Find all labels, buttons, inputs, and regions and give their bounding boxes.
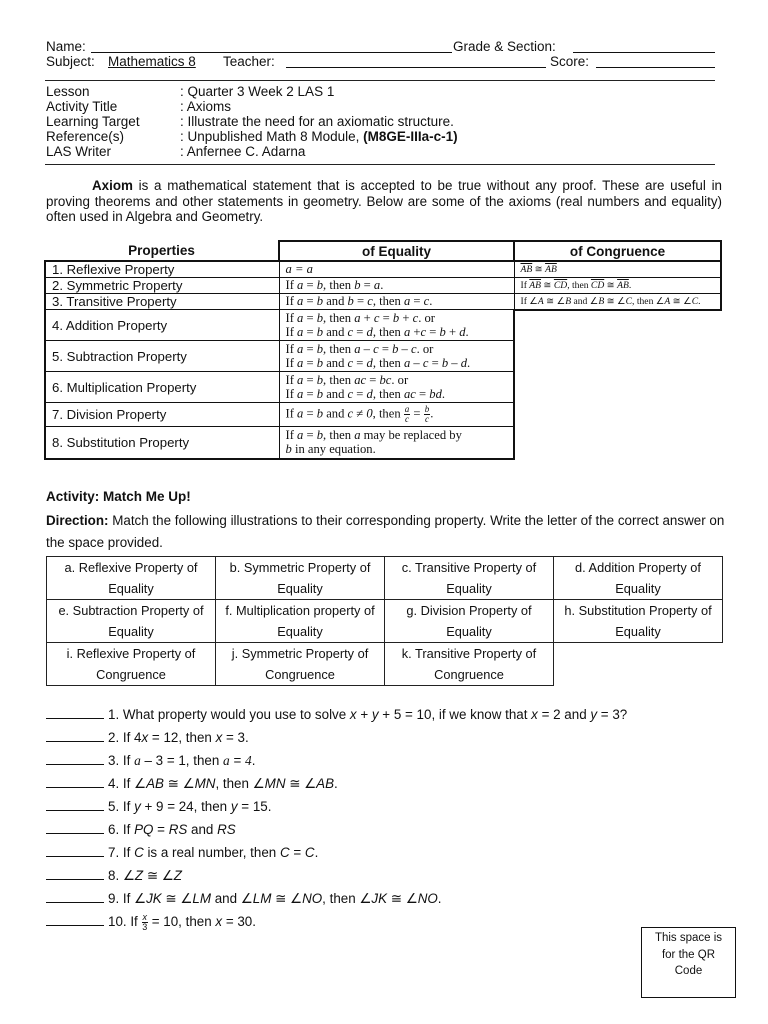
question-item: [46, 842, 627, 865]
question-item: [46, 750, 627, 773]
meta-value: : Anfernee C. Adarna: [180, 144, 306, 159]
empty-cell: [514, 341, 721, 372]
header-properties: Properties: [128, 243, 195, 258]
answer-blank[interactable]: [46, 842, 104, 857]
equality-cell: If a = b, then a + c = b + c. or If a = b and c = d, then a +c = b + d.: [279, 310, 514, 341]
empty-cell: [514, 310, 721, 341]
question-item: [46, 773, 627, 796]
congruence-cell: If ∠A ≅ ∠B and ∠B ≅ ∠C, then ∠A ≅ ∠C.: [514, 294, 721, 310]
meta-key: Reference(s): [46, 129, 125, 144]
answer-blank[interactable]: [46, 773, 104, 788]
choice-cell: a. Reflexive Property of Equality: [47, 557, 216, 600]
question-text: 8. ∠Z ≅ ∠Z: [108, 868, 182, 883]
question-list: [46, 704, 627, 934]
score-field[interactable]: [596, 67, 715, 68]
question-item: [46, 727, 627, 750]
answer-blank[interactable]: [46, 727, 104, 742]
divider-bottom: [45, 164, 715, 165]
property-name: 5. Subtraction Property: [45, 341, 279, 372]
meta-value: : Illustrate the need for an axiomatic structure.: [180, 114, 454, 129]
equality-cell: If a = b, then ac = bc. or If a = b and c = d, then ac = bd.: [279, 372, 514, 403]
subject-value: Mathematics 8: [108, 54, 196, 69]
question-text: 2. If 4x = 12, then x = 3.: [108, 730, 249, 745]
property-name: 2. Symmetric Property: [45, 278, 279, 294]
reference-text: : Unpublished Math 8 Module,: [180, 129, 360, 144]
header-equality: of Equality: [279, 241, 514, 261]
name-field[interactable]: [91, 52, 452, 53]
answer-blank[interactable]: [46, 819, 104, 834]
teacher-label: Teacher:: [223, 54, 275, 69]
property-name: 1. Reflexive Property: [45, 261, 279, 278]
grade-field[interactable]: [573, 52, 715, 53]
answer-blank[interactable]: [46, 911, 104, 926]
answer-blank[interactable]: [46, 750, 104, 765]
intro-text: is a mathematical statement that is accepted to be true without any proof. These are useful in proving theorems and other statements in geometry. Below are some of the axioms (real numbers and equality) often used in Algebra and Geometry.: [46, 178, 722, 225]
choice-cell: h. Substitution Property of Equality: [554, 600, 723, 643]
teacher-field[interactable]: [286, 67, 546, 68]
grade-label: Grade & Section:: [453, 39, 556, 54]
choice-cell: f. Multiplication property of Equality: [216, 600, 385, 643]
choice-cell-empty: [554, 643, 723, 686]
question-text: 10. If $\frac{x}{3}$ = 10, then x = 30.: [108, 911, 256, 932]
activity-title: Activity: Match Me Up!: [46, 489, 191, 504]
empty-cell: [514, 403, 721, 427]
question-text: 5. If y + 9 = 24, then y = 15.: [108, 799, 272, 814]
question-text: 4. If ∠AB ≅ ∠MN, then ∠MN ≅ ∠AB.: [108, 776, 338, 791]
question-item: [46, 704, 627, 727]
equality-cell: If a = b and c ≠ 0, then $\frac{a}{c}$ = $\frac{b}{c}$ .: [279, 403, 514, 427]
congruence-cell: $\overline{AB}$ ≅ $\overline{AB}$: [514, 261, 721, 278]
question-text: 7. If C is a real number, then C = C.: [108, 845, 319, 860]
answer-blank[interactable]: [46, 796, 104, 811]
intro-paragraph: [46, 178, 722, 225]
equality-cell: If a = b, then a – c = b – c. or If a = b and c = d, then a – c = b – d.: [279, 341, 514, 372]
property-name: 6. Multiplication Property: [45, 372, 279, 403]
choice-cell: k. Transitive Property of Congruence: [385, 643, 554, 686]
property-name: 8. Substitution Property: [45, 427, 279, 459]
qr-code-placeholder: [641, 927, 736, 998]
question-text: 6. If PQ = RS and RS: [108, 822, 236, 837]
meta-key: Lesson: [46, 84, 90, 99]
answer-blank[interactable]: [46, 704, 104, 719]
axiom-term: Axiom: [92, 178, 133, 193]
property-name: 4. Addition Property: [45, 310, 279, 341]
question-text: 9. If ∠JK ≅ ∠LM and ∠LM ≅ ∠NO, then ∠JK ≅ ∠NO.: [108, 891, 442, 906]
choice-cell: i. Reflexive Property of Congruence: [47, 643, 216, 686]
axioms-table: [44, 240, 722, 460]
meta-value: : Axioms: [180, 99, 232, 114]
congruence-cell: If $\overline{AB}$ ≅ $\overline{CD}$, then $\overline{CD}$ ≅ $\overline{AB}$.: [514, 278, 721, 294]
equality-cell: If a = b, then a may be replaced by b in any equation.: [279, 427, 514, 459]
direction-text: [46, 510, 726, 554]
answer-blank[interactable]: [46, 888, 104, 903]
direction-body: Match the following illustrations to their corresponding property. Write the letter of the correct answer on the space provided.: [46, 513, 725, 550]
meta-key: Learning Target: [46, 114, 140, 129]
choice-cell: d. Addition Property of Equality: [554, 557, 723, 600]
meta-key: Activity Title: [46, 99, 118, 114]
question-item: [46, 796, 627, 819]
equality-cell: If a = b, then b = a.: [279, 278, 514, 294]
equality-cell: a = a: [279, 261, 514, 278]
empty-cell: [514, 427, 721, 459]
header-congruence: of Congruence: [514, 241, 721, 261]
question-text: 3. If a – 3 = 1, then a = 4.: [108, 753, 256, 768]
choice-cell: c. Transitive Property of Equality: [385, 557, 554, 600]
question-item: [46, 819, 627, 842]
property-name: 3. Transitive Property: [45, 294, 279, 310]
empty-cell: [514, 372, 721, 403]
answer-blank[interactable]: [46, 865, 104, 880]
subject-label: Subject:: [46, 54, 95, 69]
question-item: [46, 911, 627, 934]
reference-code: (M8GE-IIIa-c-1): [363, 129, 458, 144]
qr-text-line: This space is: [654, 932, 723, 944]
qr-text-line: Code: [674, 965, 703, 977]
qr-text-line: for the QR: [661, 948, 716, 961]
question-item: [46, 888, 627, 911]
name-label: Name:: [46, 39, 86, 54]
question-item: [46, 865, 627, 888]
meta-value: : Quarter 3 Week 2 LAS 1: [180, 84, 335, 99]
equality-cell: If a = b and b = c, then a = c.: [279, 294, 514, 310]
choice-cell: j. Symmetric Property of Congruence: [216, 643, 385, 686]
choice-cell: e. Subtraction Property of Equality: [47, 600, 216, 643]
meta-key: LAS Writer: [46, 144, 112, 159]
property-name: 7. Division Property: [45, 403, 279, 427]
direction-label: Direction:: [46, 513, 109, 528]
score-label: Score:: [550, 54, 590, 69]
meta-value: [180, 129, 458, 145]
choices-table: [46, 556, 723, 686]
choice-cell: b. Symmetric Property of Equality: [216, 557, 385, 600]
divider-top: [45, 80, 715, 81]
choice-cell: g. Division Property of Equality: [385, 600, 554, 643]
question-text: 1. What property would you use to solve x + y + 5 = 10, if we know that x = 2 and y = 3?: [108, 707, 628, 722]
